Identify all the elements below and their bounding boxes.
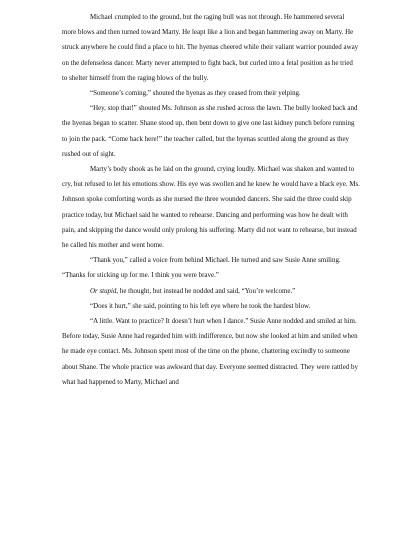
paragraph-3: “Hey, stop that!” shouted Ms. Johnson as she rushed across the lawn. The bully looked back and the hyenas began to scatter. Shane stood up, then bent down to give one last kidney punch before running to join the pack. “Come back here!” the teacher called, but the hyenas scuttled along the ground as they rushed out of sight. (62, 104, 358, 158)
paragraph-1: Michael crumpled to the ground, but the raging bull was not through. He hammered several more blows and then turned toward Marty. He leapt like a lion and began hammering away on Marty. He struck anywhere he could find a place to hit. The hyenas cheered while their valiant warrior pounded away on the defenseless dancer. Marty never attempted to fight back, but curled into a fetal position as he tried to shelter himself from the raging blows of the bully. (62, 13, 359, 82)
paragraph-8: “A little. Want to practice? It doesn’t hurt when I dance.” Susie Anne nodded and smiled at him. Before today, Susie Anne had regarded him with indifference, but now she looked at him and smiled when he made eye contact. Ms. Johnson spent most of the time on the phone, chattering excitedly to someone about Shane. The whole practice was awkward that day. Everyone seemed distracted. They were rattled by what had happened to Marty, Michael and (62, 317, 358, 386)
paragraph-2: “Someone’s coming,” shouted the hyenas as they ceased from their yelping. (90, 89, 301, 98)
paragraph-6 (62, 284, 360, 299)
paragraph-7: “Does it hurt,” she said, pointing to his left eye where he took the hardest blow. (90, 301, 311, 310)
paragraph-5: “Thank you,” called a voice from behind Michael. He turned and saw Susie Anne smiling. “Thanks for sticking up for me. I think you were brave.” (62, 256, 341, 280)
paragraph-4: Marty’s body shook as he laid on the ground, crying loudly. Michael was shaken and wanted to cry, but refused to let his emotions show. His eye was swollen and he knew he would have a black eye. Ms. Johnson spoke comforting words as she nursed the three wounded dancers. She said the three could skip practice today, but Michael said he wanted to rehearse. Dancing and performing was how he dealt with pain, and skipping the dance would only prolong his suffering. Marty did not want to rehearse, but instead he called his mother and went home. (62, 165, 360, 250)
italic-phrase: Or stupid (90, 286, 117, 295)
paragraph-6-text: , he thought, but instead he nodded and said, “You’re welcome.” (116, 286, 296, 295)
